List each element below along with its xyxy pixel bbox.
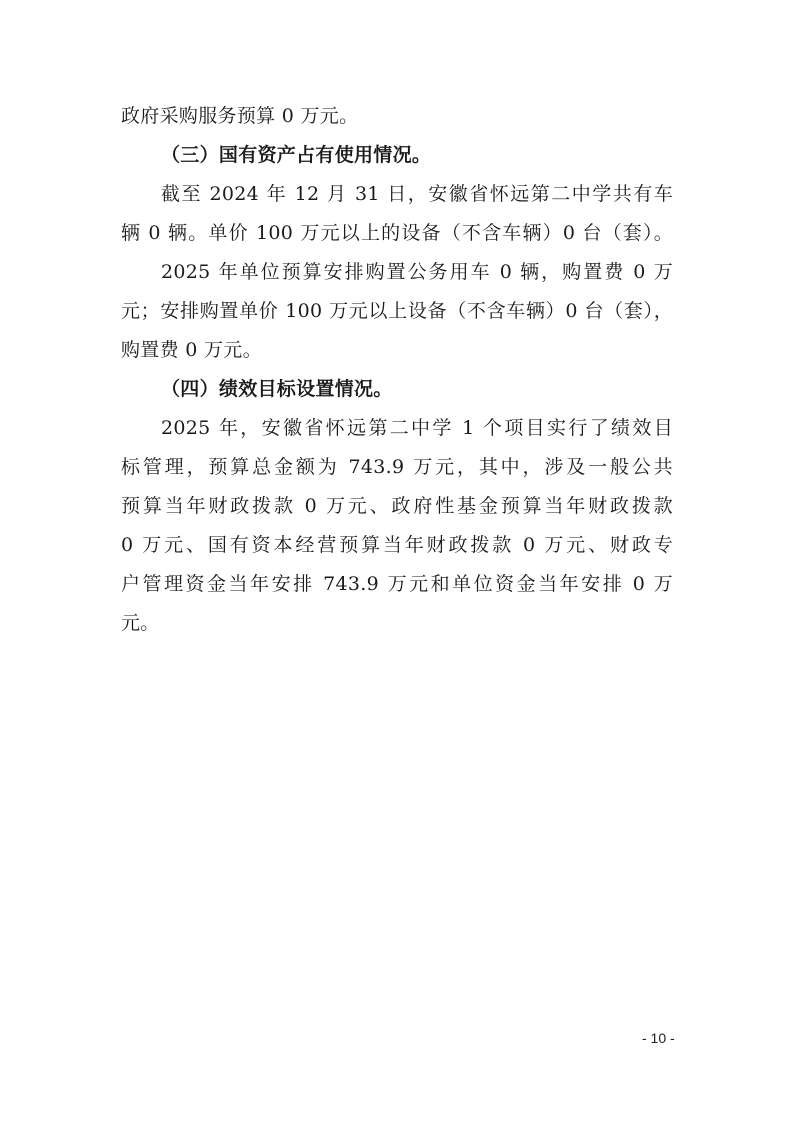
section-heading-state-assets: （三）国有资产占有使用情况。 (161, 144, 432, 166)
paragraph-line: 购置费 0 万元。 (121, 339, 262, 361)
paragraph-line: 标管理，预算总金额为 743.9 万元，其中，涉及一般公共 (121, 456, 673, 478)
paragraph-line: 元；安排购置单价 100 万元以上设备（不含车辆）0 台（套）， (121, 300, 673, 322)
paragraph-line: 2025 年，安徽省怀远第二中学 1 个项目实行了绩效目 (161, 417, 673, 439)
paragraph-line: 元。 (121, 612, 160, 634)
section-heading-performance-goals: （四）绩效目标设置情况。 (161, 378, 393, 400)
paragraph-performance-goals (121, 409, 673, 643)
paragraph-line: 0 万元、国有资本经营预算当年财政拨款 0 万元、财政专 (121, 534, 673, 556)
page-number: - 10 - (642, 1030, 675, 1046)
paragraph-line: 户管理资金当年安排 743.9 万元和单位资金当年安排 0 万 (121, 573, 673, 595)
paragraph-line: 辆 0 辆。单价 100 万元以上的设备（不含车辆）0 台（套）。 (121, 222, 673, 244)
paragraph-state-assets (121, 175, 673, 253)
paragraph-line: 2025 年单位预算安排购置公务用车 0 辆，购置费 0 万 (161, 261, 673, 283)
document-body (121, 97, 673, 643)
paragraph-vehicle-purchase (121, 253, 673, 370)
paragraph-line: 截至 2024 年 12 月 31 日，安徽省怀远第二中学共有车 (161, 183, 673, 205)
paragraph-procurement-last-line: 政府采购服务预算 0 万元。 (121, 105, 359, 127)
paragraph-line: 预算当年财政拨款 0 万元、政府性基金预算当年财政拨款 (121, 495, 673, 517)
